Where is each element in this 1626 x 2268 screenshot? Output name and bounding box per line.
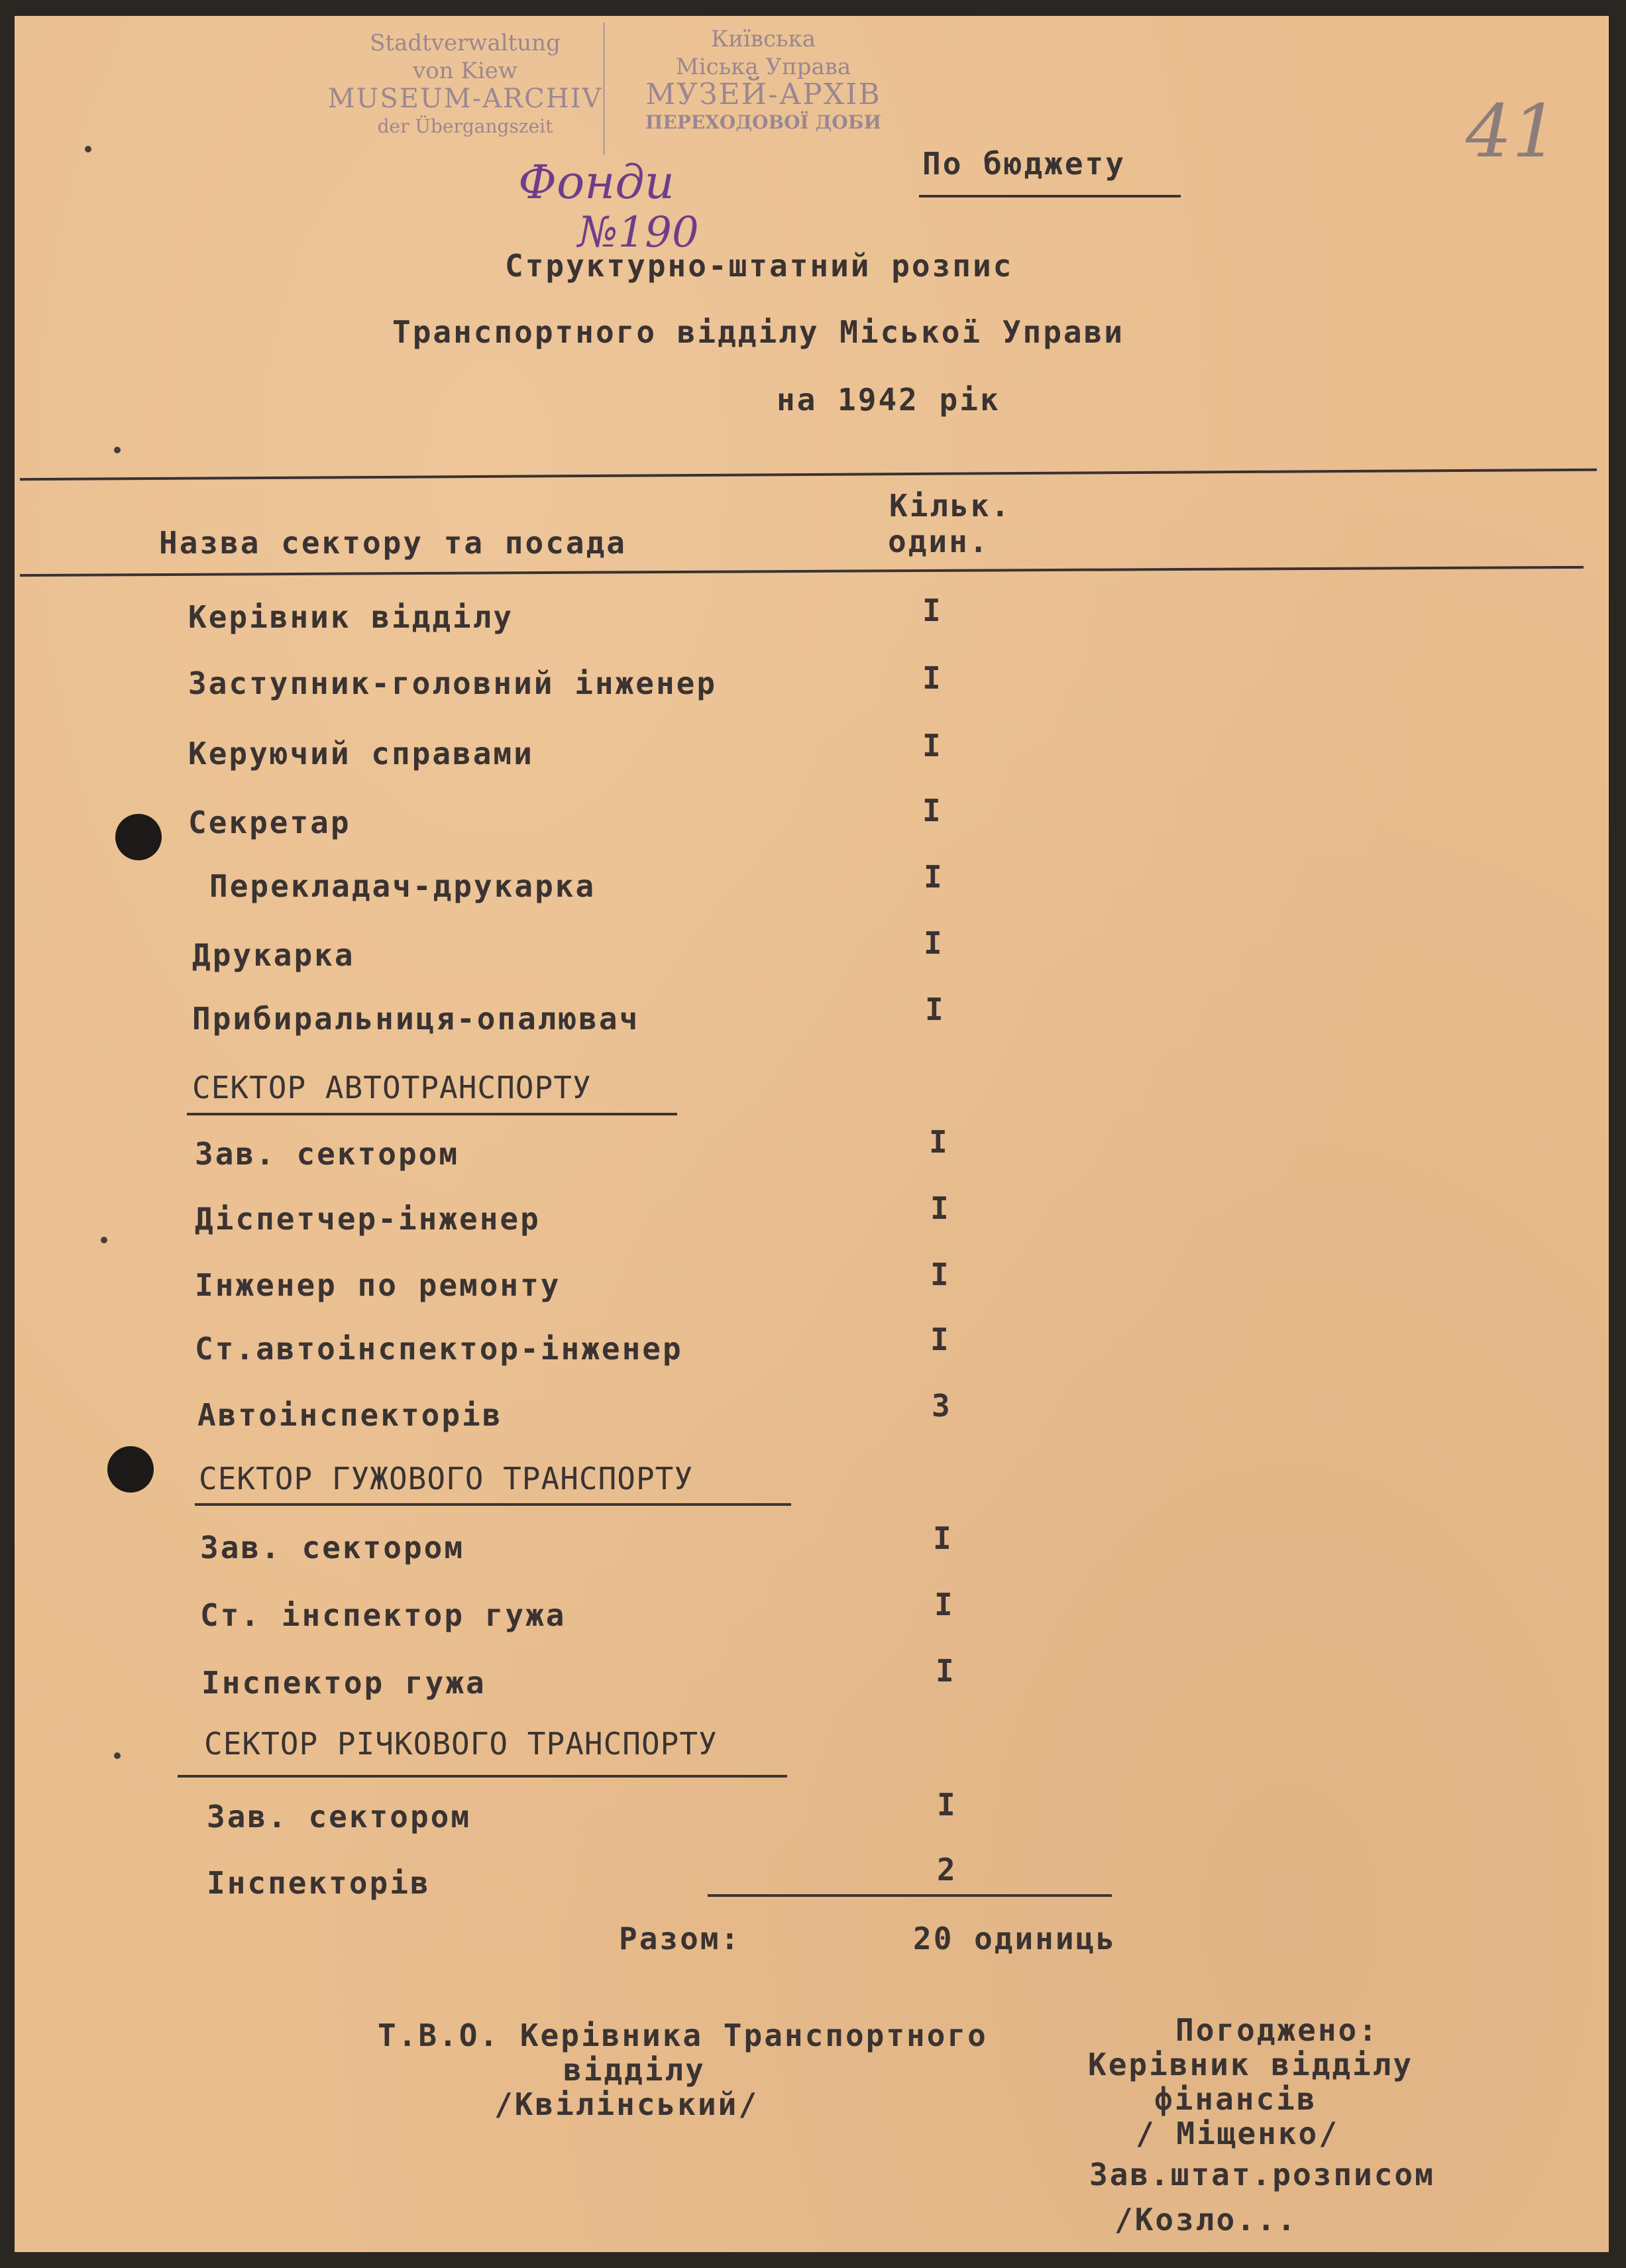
budget-label: По бюджету <box>922 146 1126 182</box>
row-name: Зав. сектором <box>207 1799 472 1835</box>
top-rule <box>20 469 1597 481</box>
archive-stamp-ukrainian <box>611 25 916 137</box>
total-value: 20 одиниць <box>913 1921 1116 1956</box>
column-header-name: Назва сектору та посада <box>159 525 627 561</box>
row-qty: I <box>930 1322 951 1357</box>
handwritten-fund-label: Фонди <box>518 155 675 209</box>
total-label: Разом: <box>619 1921 741 1956</box>
signature-right-line5: Зав.штат.розписом <box>1089 2157 1435 2192</box>
row-qty: I <box>922 593 943 628</box>
stamp-line: Міська Управа <box>675 54 851 80</box>
row-name: Перекладач-друкарка <box>209 868 596 904</box>
row-qty: I <box>924 925 944 961</box>
row-qty: I <box>930 1190 951 1226</box>
row-name: Секретар <box>188 805 351 840</box>
section-underline <box>187 1113 677 1115</box>
document-title-line3: на 1942 рік <box>777 382 1001 418</box>
row-name: Інспектор гужа <box>201 1665 486 1701</box>
row-name: Зав. сектором <box>195 1136 460 1172</box>
stamp-line: Київська <box>710 26 816 52</box>
signature-left-line1: Т.В.О. Керівника Транспортного <box>378 2017 988 2053</box>
section-heading: СЕКТОР АВТОТРАНСПОРТУ <box>192 1070 592 1106</box>
section-underline <box>195 1503 791 1506</box>
paper-speck <box>101 1237 107 1243</box>
signature-right-line3: фінансів <box>1154 2081 1317 2117</box>
signature-right-name2: /Козло... <box>1114 2202 1298 2238</box>
row-qty: I <box>930 1257 951 1292</box>
budget-underline <box>919 195 1181 198</box>
header-rule <box>20 566 1584 577</box>
paper-speck <box>114 1752 121 1759</box>
archive-stamp-german <box>326 29 604 141</box>
row-qty: 3 <box>932 1388 952 1424</box>
signature-right-line1: Погоджено: <box>1175 2012 1379 2048</box>
row-name: Прибиральниця-опалювач <box>192 1001 640 1037</box>
row-qty: I <box>929 1124 949 1160</box>
row-name: Друкарка <box>192 937 355 973</box>
stamp-line: Stadtverwaltung <box>370 30 561 56</box>
row-qty: I <box>922 793 943 828</box>
row-name: Ст.автоінспектор-інженер <box>195 1331 683 1367</box>
row-name: Автоінспекторів <box>197 1397 503 1433</box>
handwritten-fund-number: №190 <box>578 208 699 257</box>
column-header-qty-line2: один. <box>888 524 990 559</box>
row-qty: I <box>933 1520 953 1556</box>
row-qty: I <box>924 859 944 895</box>
row-name: Заступник-головний інженер <box>188 665 718 701</box>
row-qty: I <box>937 1787 957 1823</box>
row-qty: I <box>925 992 946 1027</box>
signature-right-line2: Керівник відділу <box>1088 2047 1414 2082</box>
column-header-qty-line1: Кільк. <box>889 488 1012 524</box>
row-qty: I <box>922 728 943 764</box>
row-name: Зав. сектором <box>200 1530 465 1565</box>
page-number: 41 <box>1466 89 1558 174</box>
section-underline <box>178 1775 787 1778</box>
row-name: Ст. інспектор гужа <box>200 1597 567 1633</box>
document-title-line2: Транспортного відділу Міської Управи <box>392 314 1124 350</box>
row-qty: I <box>922 660 943 696</box>
row-name: Інспекторів <box>207 1865 431 1901</box>
row-qty: I <box>934 1587 955 1622</box>
paper-speck <box>114 447 121 453</box>
signature-left-name: /Квілінський/ <box>494 2086 759 2122</box>
section-heading: СЕКТОР РІЧКОВОГО ТРАНСПОРТУ <box>204 1726 718 1762</box>
paper-speck <box>85 146 91 152</box>
row-name: Діспетчер-інженер <box>195 1201 541 1237</box>
stamp-line: MUSEUM-ARCHIV <box>327 84 603 114</box>
row-qty: I <box>936 1653 956 1689</box>
row-qty: 2 <box>937 1852 957 1888</box>
total-rule <box>708 1894 1112 1897</box>
row-name: Керівник відділу <box>188 599 514 635</box>
stamp-line: ПЕРЕХОДОВОЇ ДОБИ <box>645 111 882 133</box>
stamp-line: von Kiew <box>413 58 517 84</box>
row-name: Керуючий справами <box>188 736 534 771</box>
document-title-line1: Структурно-штатний розпис <box>505 248 1014 284</box>
punch-hole <box>107 1446 154 1493</box>
row-name: Інженер по ремонту <box>195 1267 561 1303</box>
section-heading: СЕКТОР ГУЖОВОГО ТРАНСПОРТУ <box>199 1461 694 1497</box>
stamp-line: МУЗЕЙ-АРХІВ <box>645 78 881 111</box>
signature-right-name: / Міщенко/ <box>1136 2116 1339 2151</box>
document-sheet <box>15 16 1609 2252</box>
stamp-divider <box>603 23 605 155</box>
stamp-line: der Übergangszeit <box>377 115 553 137</box>
punch-hole <box>115 814 162 860</box>
signature-left-line2: відділу <box>563 2052 706 2088</box>
